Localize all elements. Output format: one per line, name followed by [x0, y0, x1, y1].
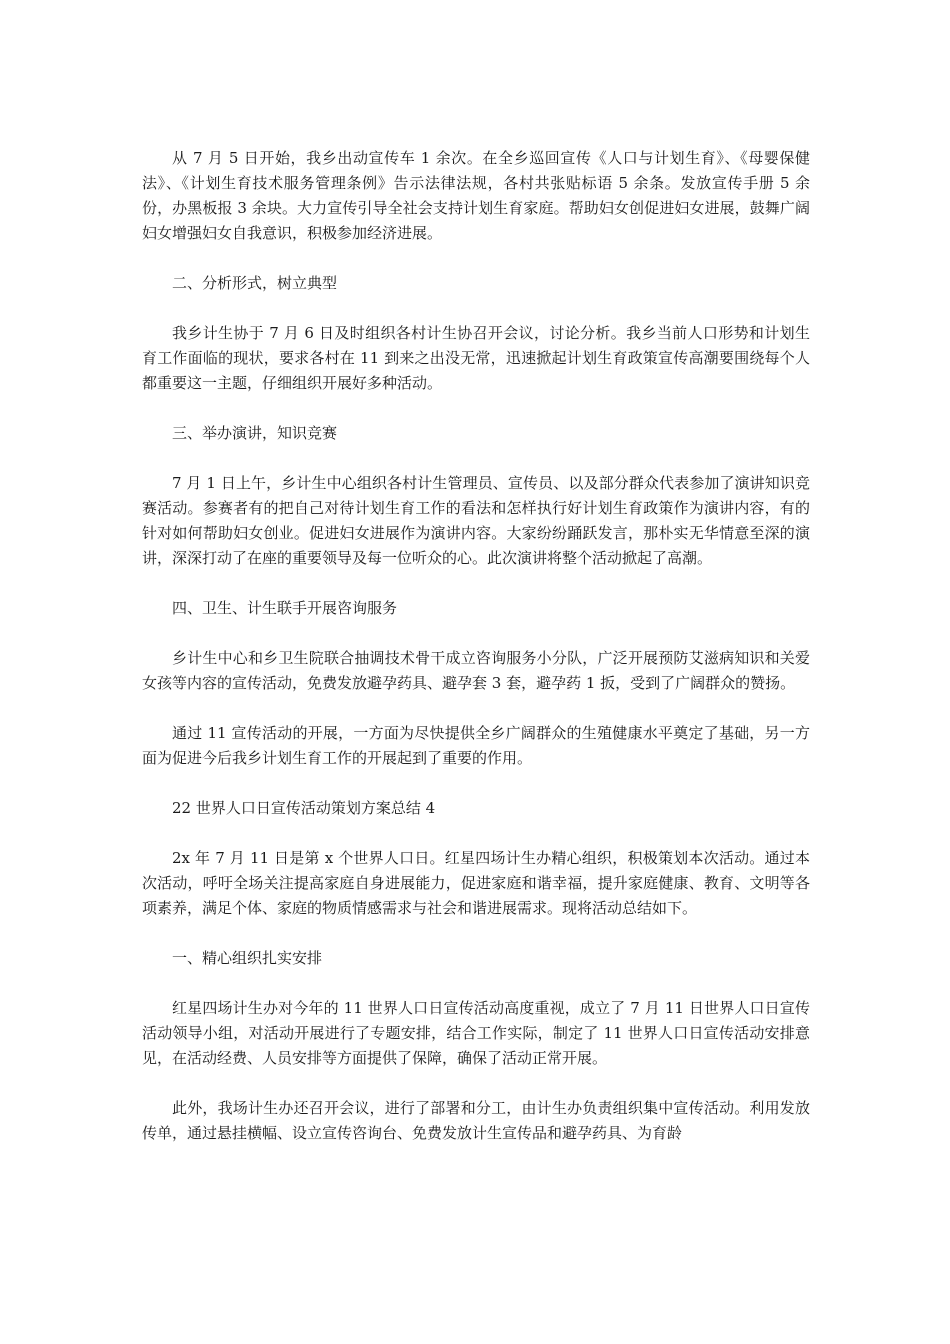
paragraph: 此外，我场计生办还召开会议，进行了部署和分工，由计生办负责组织集中宣传活动。利用发放传单，通过悬挂横幅、设立宣传咨询台、免费发放计生宣传品和避孕药具、为育龄 [142, 1099, 810, 1142]
paragraph: 乡计生中心和乡卫生院联合抽调技术骨干成立咨询服务小分队，广泛开展预防艾滋病知识和关爱女孩等内容的宣传活动，免费发放避孕药具、避孕套 3 套，避孕药 1 扳，受到了广阔群众的赞扬。 [142, 649, 810, 692]
paragraph: 通过 11 宣传活动的开展，一方面为尽快提供全乡广阔群众的生殖健康水平奠定了基础，另一方面为促进今后我乡计划生育工作的开展起到了重要的作用。 [142, 724, 810, 767]
document-page [142, 146, 810, 1171]
section-heading: 四、卫生、计生联手开展咨询服务 [172, 599, 398, 617]
paragraph: 7 月 1 日上午，乡计生中心组织各村计生管理员、宣传员、以及部分群众代表参加了演讲知识竞赛活动。参赛者有的把自己对待计划生育工作的看法和怎样执行好计划生育政策作为演讲内容，有的针对如何帮助妇女创业。促进妇女进展作为演讲内容。大家纷纷踊跃发言，那朴实无华情意至深的演讲，深深打动了在座的重要领导及每一位听众的心。此次演讲将整个活动掀起了高潮。 [142, 474, 810, 567]
paragraph: 我乡计生协于 7 月 6 日及时组织各村计生协召开会议，讨论分析。我乡当前人口形势和计划生育工作面临的现状，要求各村在 11 到来之出没无常，迅速掀起计划生育政策宣传高潮要围绕每个人都重要这一主题，仔细组织开展好多种活动。 [142, 324, 810, 392]
paragraph: 2x 年 7 月 11 日是第 x 个世界人口日。红星四场计生办精心组织，积极策划本次活动。通过本次活动，呼吁全场关注提高家庭自身进展能力，促进家庭和谐幸福，提升家庭健康、教育、文明等各项素养，满足个体、家庭的物质情感需求与社会和谐进展需求。现将活动总结如下。 [142, 849, 810, 917]
section-heading: 二、分析形式，树立典型 [172, 274, 338, 292]
paragraph: 从 7 月 5 日开始，我乡出动宣传车 1 余次。在全乡巡回宣传《人口与计划生育》、《母婴保健法》、《计划生育技术服务管理条例》告示法律法规，各村共张贴标语 5 余条。发放宣传手册 5 余份，办黑板报 3 余块。大力宣传引导全社会支持计划生育家庭。帮助妇女创促进妇女进展，鼓舞广阔妇女增强妇女自我意识，积极参加经济进展。 [142, 149, 810, 242]
section-heading: 三、举办演讲，知识竞赛 [172, 424, 338, 442]
paragraph: 红星四场计生办对今年的 11 世界人口日宣传活动高度重视，成立了 7 月 11 日世界人口日宣传活动领导小组，对活动开展进行了专题安排，结合工作实际，制定了 11 世界人口日宣传活动安排意见，在活动经费、人员安排等方面提供了保障，确保了活动正常开展。 [142, 999, 810, 1067]
document-subtitle: 22 世界人口日宣传活动策划方案总结 4 [172, 799, 436, 817]
section-heading: 一、精心组织扎实安排 [172, 949, 323, 967]
